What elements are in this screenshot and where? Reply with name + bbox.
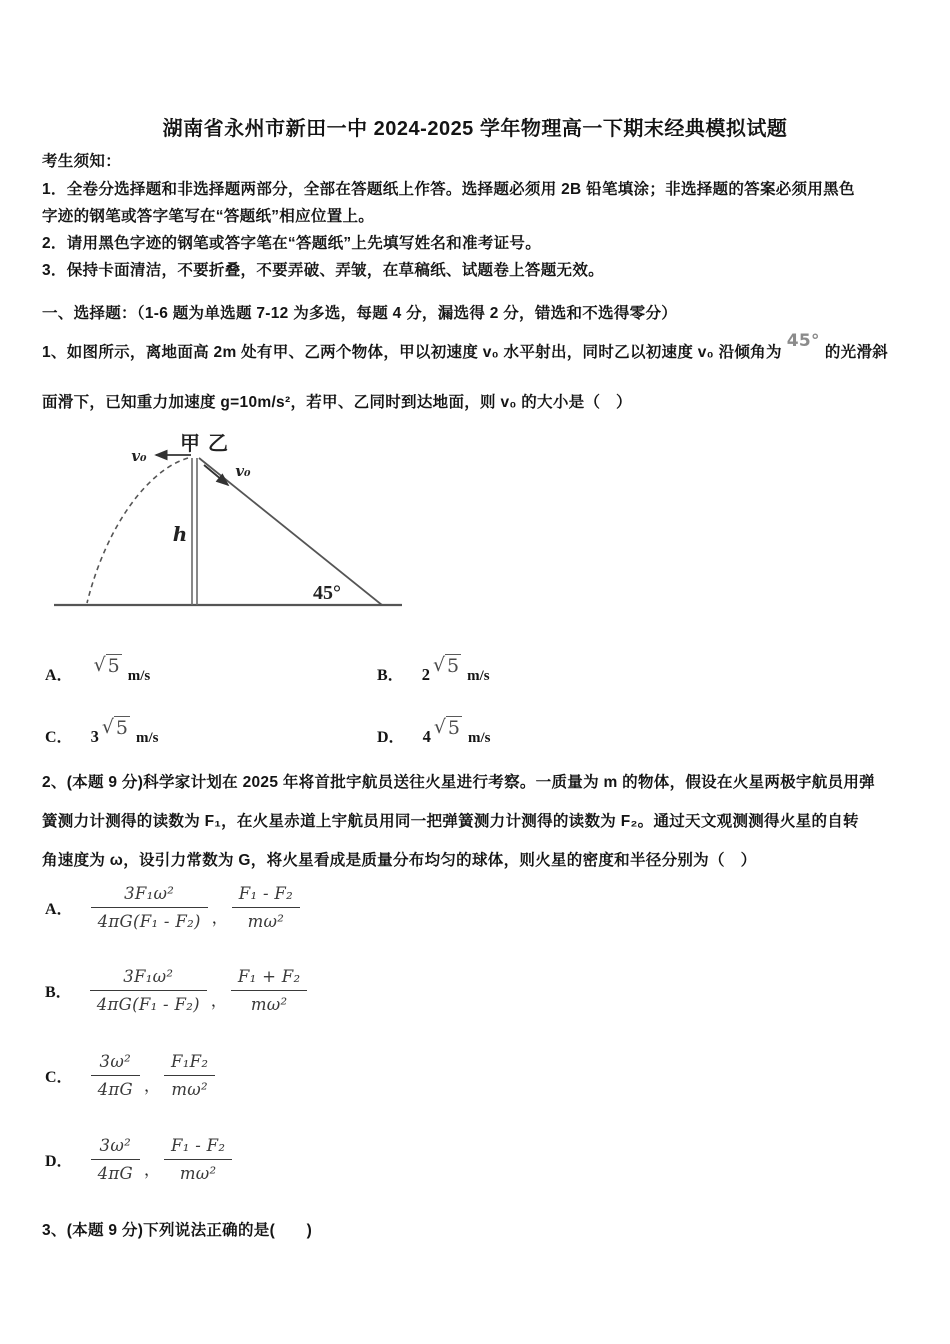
fraction-denominator: mω² [247, 912, 285, 931]
q2-option-b [45, 966, 307, 1015]
option-label: A． [45, 667, 73, 684]
v0-label-left: v₀ [131, 447, 147, 465]
radical-sign: √ [101, 716, 114, 738]
formula-comma: ， [144, 1078, 161, 1095]
radicand: 5 [115, 717, 129, 739]
angle-superscript: 45° [786, 331, 820, 351]
fraction-denominator: 4πG(F₁ - F₂) [97, 912, 201, 931]
radical-sign: √ [93, 654, 106, 676]
page-title: 湖南省永州市新田一中 2024-2025 学年物理高一下期末经典模拟试题 [162, 118, 788, 140]
fraction-denominator: 4πG [97, 1080, 133, 1099]
sqrt-radical [102, 716, 130, 739]
fraction-density [91, 883, 208, 932]
fraction-numerator: F₁ - F₂ [164, 1135, 232, 1160]
incline-line [199, 458, 382, 605]
q1-option-d [377, 716, 491, 748]
option-coefficient: 2 [421, 665, 430, 684]
option-unit: m/s [127, 668, 151, 684]
fraction-radius [164, 1051, 215, 1100]
radicand: 5 [447, 717, 461, 739]
option-label: C． [45, 1069, 73, 1086]
notice-heading: 考生须知： [42, 153, 122, 170]
fraction-denominator: 4πG(F₁ - F₂) [96, 995, 200, 1014]
figure-label-yi: 乙 [208, 433, 228, 455]
formula-comma: ， [144, 1162, 161, 1179]
velocity-arrow-incline [204, 465, 228, 485]
option-unit: m/s [467, 668, 490, 684]
option-label: B． [377, 667, 404, 684]
formula-comma: ， [211, 910, 228, 927]
figure-label-jia: 甲 [180, 433, 200, 455]
option-unit: m/s [136, 730, 159, 746]
option-unit: m/s [468, 730, 491, 746]
option-label: C． [45, 729, 73, 746]
notice-line-3: 3．保持卡面清洁，不要折叠，不要弄破、弄皱，在草稿纸、试题卷上答题无效。 [42, 262, 604, 279]
fraction-numerator: F₁ - F₂ [232, 883, 300, 908]
q2-option-d [45, 1135, 232, 1184]
fraction-numerator: 3F₁ω² [90, 966, 207, 991]
height-label: h [172, 522, 188, 546]
fraction-numerator: F₁F₂ [164, 1051, 215, 1076]
radical-sign: √ [432, 654, 446, 676]
sqrt-radical [433, 654, 461, 677]
fraction-denominator: 4πG [97, 1164, 133, 1183]
question-2-text-line-3: 角速度为 ω，设引力常数为 G，将火星看成是质量分布均匀的球体，则火星的密度和半径分别为（ ） [42, 852, 757, 869]
radicand: 5 [107, 655, 120, 677]
fraction-numerator: 3F₁ω² [91, 883, 208, 908]
question-1-text-line-2: 面滑下，已知重力加速度 g=10m/s²，若甲、乙同时到达地面，则 v₀ 的大小是（ ） [42, 394, 632, 411]
question-1-text-pre: 1、如图所示，离地面高 2m 处有甲、乙两个物体，甲以初速度 v₀ 水平射出，同时乙以初速度 v₀ 沿倾角为 [42, 344, 782, 361]
question-1-text-line-1 [42, 331, 889, 362]
v0-label-incline: v₀ [235, 462, 251, 480]
fraction-numerator: F₁ + F₂ [231, 966, 308, 991]
sqrt-radical [94, 654, 122, 677]
question-2-text-line-1: 2、(本题 9 分)科学家计划在 2025 年将首批宇航员送往火星进行考察。一质量为 m 的物体，假设在火星两极宇航员用弹 [42, 774, 875, 791]
option-label: B． [45, 984, 72, 1001]
fraction-denominator: mω² [171, 1080, 208, 1099]
fraction-radius [231, 966, 308, 1015]
radical-sign: √ [433, 716, 446, 738]
radicand: 5 [447, 655, 460, 677]
fraction-radius [232, 883, 300, 932]
fraction-numerator: 3ω² [91, 1051, 140, 1076]
formula-comma: ， [210, 993, 227, 1010]
q1-option-a [45, 654, 151, 686]
fraction-denominator: mω² [179, 1164, 217, 1183]
fraction-radius [164, 1135, 232, 1184]
option-label: D． [45, 1153, 73, 1170]
option-label: D． [377, 729, 405, 746]
notice-line-1-cont: 字迹的钢笔或答字笔写在“答题纸”相应位置上。 [42, 208, 375, 225]
q2-option-c [45, 1051, 215, 1100]
option-coefficient: 3 [90, 727, 99, 746]
question-1-options [45, 648, 765, 778]
notice-line-1: 1．全卷分选择题和非选择题两部分，全部在答题纸上作答。选择题必须用 2B 铅笔填涂；非选择题的答案必须用黑色 [42, 181, 855, 198]
q2-option-a [45, 883, 300, 932]
section-heading: 一、选择题：（1-6 题为单选题 7-12 为多选，每题 4 分，漏选得 2 分，错选和不选得零分） [42, 305, 678, 322]
fraction-denominator: mω² [250, 995, 288, 1014]
angle-label: 45° [313, 582, 341, 604]
question-2-text-line-2: 簧测力计测得的读数为 F₁，在火星赤道上宇航员用同一把弹簧测力计测得的读数为 F₂。通过天文观测测得火星的自转 [42, 813, 859, 830]
option-label: A． [45, 901, 73, 918]
fraction-density [90, 966, 207, 1015]
notice-line-2: 2．请用黑色字迹的钢笔或答字笔在“答题纸”上先填写姓名和准考证号。 [42, 235, 542, 252]
fraction-density [91, 1051, 140, 1100]
question-1-figure [50, 427, 410, 615]
question-1-text-post: 的光滑斜 [824, 344, 889, 361]
option-coefficient: 4 [422, 727, 431, 746]
fraction-numerator: 3ω² [91, 1135, 140, 1160]
question-3-text: 3、(本题 9 分)下列说法正确的是( ) [42, 1222, 313, 1239]
sqrt-radical [434, 716, 462, 739]
q1-option-c [45, 716, 159, 748]
fraction-density [91, 1135, 140, 1184]
q1-option-b [377, 654, 490, 686]
